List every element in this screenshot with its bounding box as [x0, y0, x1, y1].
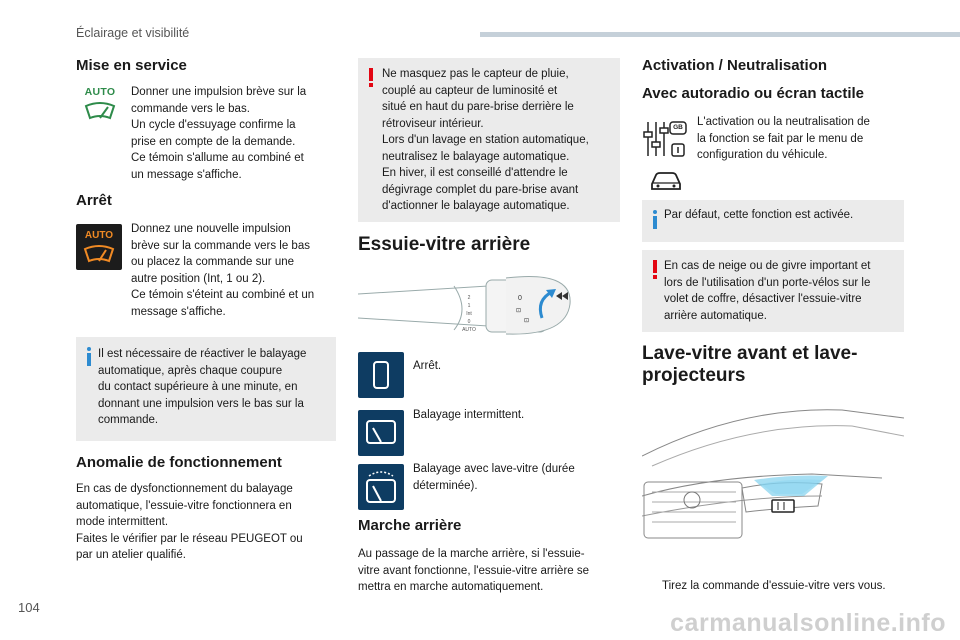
item-washer-text: Balayage avec lave-vitre (durée déterminée). [413, 463, 575, 492]
car-settings-icon [648, 170, 684, 192]
stalk-label: 2 [467, 295, 471, 301]
item-arret-text: Arrêt. [413, 360, 442, 372]
mise-en-service-title: Mise en service [76, 57, 187, 74]
van-front-illustration [642, 396, 904, 568]
rear-wiper-washer-icon [358, 464, 404, 510]
wiper-icon [81, 243, 117, 265]
auto-icon-label: AUTO [84, 86, 116, 98]
arret-text: Donnez une nouvelle impulsion brève sur la commande vers le bas ou placez la commande sur une autre position (Int, 1 ou 2). Ce témoin s'éteint au combiné et un message s'affiche. [131, 223, 315, 318]
mise-en-service-text: Donner une impulsion brève sur la commande vers le bas. Un cycle d'essuyage confirme la prise en compte de la demande. Ce témoin s'allume au combiné et un message s'affiche. [131, 86, 307, 181]
auto-wiper-green-icon [80, 86, 120, 124]
autoradio-text: L'activation ou la neutralisation de la fonction se fait par le menu de configuration du véhicule. [697, 116, 870, 161]
activation-title: Activation / Neutralisation [642, 57, 828, 74]
header-bar [480, 32, 960, 37]
marche-arriere-text: Au passage de la marche arrière, si l'essuie- vitre avant fonctionne, l'essuie-vitre arrière se mettra en marche automatiquement. [358, 548, 590, 593]
watermark: carmanualsonline.info [670, 609, 946, 637]
anomalie-title: Anomalie de fonctionnement [76, 454, 282, 471]
item-intermittent-text: Balayage intermittent. [413, 409, 525, 421]
essuie-vitre-arriere-title: Essuie-vitre arrière [358, 234, 531, 255]
auto-wiper-orange-icon [76, 224, 122, 270]
stalk-label: 1 [467, 303, 471, 309]
stalk-label: AUTO [462, 327, 476, 333]
autoradio-title: Avec autoradio ou écran tactile [642, 85, 865, 102]
warning-box-snow-text: En cas de neige ou de givre important et lors de l'utilisation d'un porte-vélos sur le volet de coffre, désactiver l'essuie-vitre arrière automatique. [664, 260, 871, 322]
page-number: 104 [18, 600, 40, 615]
gb-flag-label: GB [673, 124, 683, 131]
section-header: Éclairage et visibilité [76, 26, 190, 40]
touchscreen-settings-icon [642, 118, 688, 160]
wiper-stalk-illustration [358, 270, 620, 342]
arret-title: Arrêt [76, 192, 112, 209]
svg-text:⊡: ⊡ [524, 318, 530, 324]
washer-icon [364, 468, 398, 506]
stalk-position-labels [458, 294, 480, 334]
lave-vitre-title [642, 343, 857, 387]
info-box-reactivation-text: Il est nécessaire de réactiver le balayage automatique, après chaque coupure du contact supérieure à une minute, en donnant une impulsion vers le bas sur la commande. [98, 348, 307, 426]
info-box-default-text: Par défaut, cette fonction est activée. [664, 209, 854, 221]
warning-icon [368, 68, 374, 87]
anomalie-text: En cas de dysfonctionnement du balayage automatique, l'essuie-vitre fonctionnera en mode intermittent. Faites le vérifier par le réseau PEUGEOT ou par un atelier qualifié. [76, 483, 303, 561]
van-drawing [642, 396, 904, 568]
lave-vitre-title-line1: Lave-vitre avant et lave- [642, 343, 858, 364]
wiper-icon [365, 418, 397, 448]
warning-box-rain-sensor-text: Ne masquez pas le capteur de pluie, couplé au capteur de luminosité et situé en haut du pare-brise derrière le rétroviseur intérieur. Lors d'un lavage en station automatique, neutralisez le balayage automatique. En hiver, il est conseillé d'attendre le dégivrage complet du pare-brise avant d'actionner le balayage automatique. [382, 68, 589, 212]
info-icon [652, 210, 658, 229]
wiper-stalk-drawing [358, 270, 620, 342]
wiper-icon [80, 98, 120, 124]
auto-icon-label: AUTO [84, 230, 114, 241]
stalk-label: Int [466, 311, 472, 317]
stalk-label: 0 [467, 319, 471, 325]
car-icon [648, 170, 684, 192]
marche-arriere-title: Marche arrière [358, 517, 462, 534]
svg-text:⊡: ⊡ [516, 308, 522, 314]
tirez-text: Tirez la commande d'essuie-vitre vers vous. [662, 580, 886, 592]
info-icon [86, 347, 92, 366]
warning-icon [652, 260, 658, 279]
svg-text:0: 0 [518, 295, 522, 302]
lave-vitre-title-line2: projecteurs [642, 365, 746, 386]
rear-wiper-intermittent-icon [358, 410, 404, 456]
rear-wiper-off-icon [358, 352, 404, 398]
